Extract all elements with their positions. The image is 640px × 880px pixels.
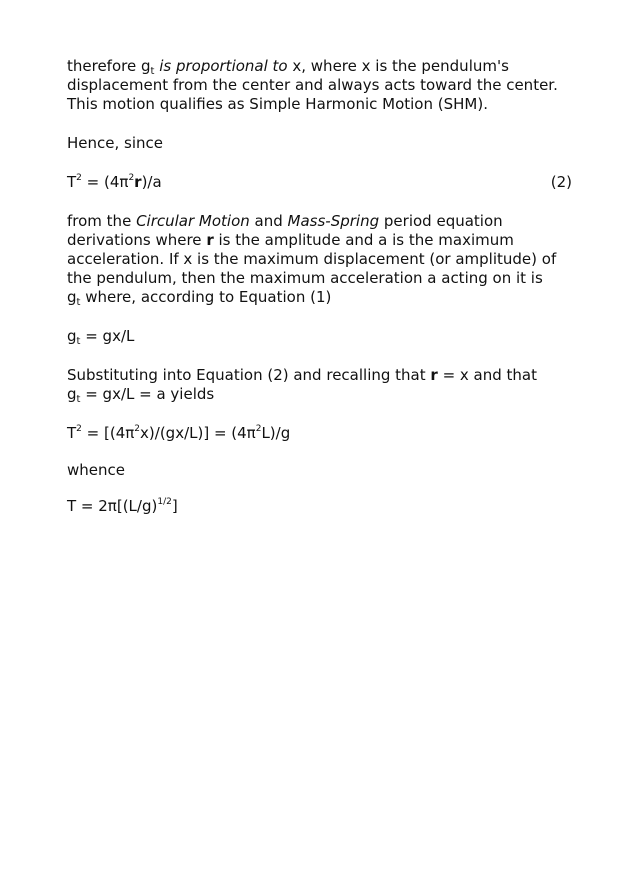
- text-segment: derivations where: [67, 231, 207, 249]
- substituting-line-2: [67, 385, 214, 406]
- equation-gt: [67, 327, 134, 348]
- text-segment: x, where x is the pendulum's: [287, 57, 509, 75]
- eq-segment: T: [67, 424, 77, 442]
- shm-line-1: [67, 57, 509, 78]
- eq-segment: L)/g: [261, 424, 291, 442]
- derivation-line-5: [67, 288, 331, 309]
- derivation-line-4: the pendulum, then the maximum acceleration a acting on it is: [67, 269, 543, 287]
- text-segment: g: [67, 288, 77, 306]
- text-segment: Substituting into Equation (2) and recalling that: [67, 366, 431, 384]
- eq-segment: T: [67, 173, 77, 191]
- hence-since-text: Hence, since: [67, 134, 163, 152]
- derivation-line-2: [67, 231, 514, 250]
- superscript: 2: [76, 173, 82, 183]
- eq-segment: )/a: [141, 173, 162, 191]
- whence-text: whence: [67, 461, 125, 479]
- eq-segment: T = 2π[(L/g): [67, 497, 158, 515]
- eq-segment: x)/(gx/L)] = (4π: [140, 424, 256, 442]
- text-segment: period equation: [379, 212, 503, 230]
- equation-t-squared: [67, 424, 290, 446]
- text-segment: = gx/L = a yields: [80, 385, 215, 403]
- eq-segment: ]: [171, 497, 178, 515]
- eq-segment: = [(4π: [81, 424, 135, 442]
- eq-segment: = gx/L: [80, 327, 135, 345]
- derivation-line-1: [67, 212, 503, 231]
- derivation-line-3: acceleration. If x is the maximum displacement (or amplitude) of: [67, 250, 557, 268]
- subscript-t: t: [76, 297, 81, 308]
- text-segment: g: [67, 385, 77, 403]
- italic-phrase: Mass-Spring: [287, 212, 380, 230]
- eq-segment: = (4π: [81, 173, 129, 191]
- shm-line-2: displacement from the center and always acts toward the center.: [67, 76, 558, 94]
- eq-segment: g: [67, 327, 77, 345]
- bold-r: r: [206, 231, 214, 249]
- subscript-t: t: [150, 66, 155, 77]
- text-segment: from the: [67, 212, 137, 230]
- superscript: 2: [76, 424, 82, 434]
- subscript-t: t: [76, 336, 81, 347]
- text-segment: = x and that: [437, 366, 537, 384]
- italic-phrase: is proportional to: [159, 57, 288, 75]
- shm-line-3: This motion qualifies as Simple Harmonic Motion (SHM).: [67, 95, 488, 113]
- text-segment: is the amplitude and a is the maximum: [213, 231, 514, 249]
- equation-2: [67, 173, 162, 195]
- text-segment: therefore g: [67, 57, 151, 75]
- subscript-t: t: [76, 394, 81, 405]
- text-segment: where, according to Equation (1): [80, 288, 332, 306]
- text-segment: and: [249, 212, 288, 230]
- equation-period: [67, 497, 178, 519]
- italic-phrase: Circular Motion: [136, 212, 250, 230]
- superscript: 1/2: [157, 497, 172, 507]
- superscript: 2: [128, 173, 135, 183]
- substituting-line-1: [67, 366, 537, 385]
- superscript: 2: [255, 424, 262, 434]
- equation-number-2: (2): [550, 173, 572, 191]
- superscript: 2: [134, 424, 141, 434]
- bold-r: r: [430, 366, 438, 384]
- bold-r: r: [134, 173, 142, 191]
